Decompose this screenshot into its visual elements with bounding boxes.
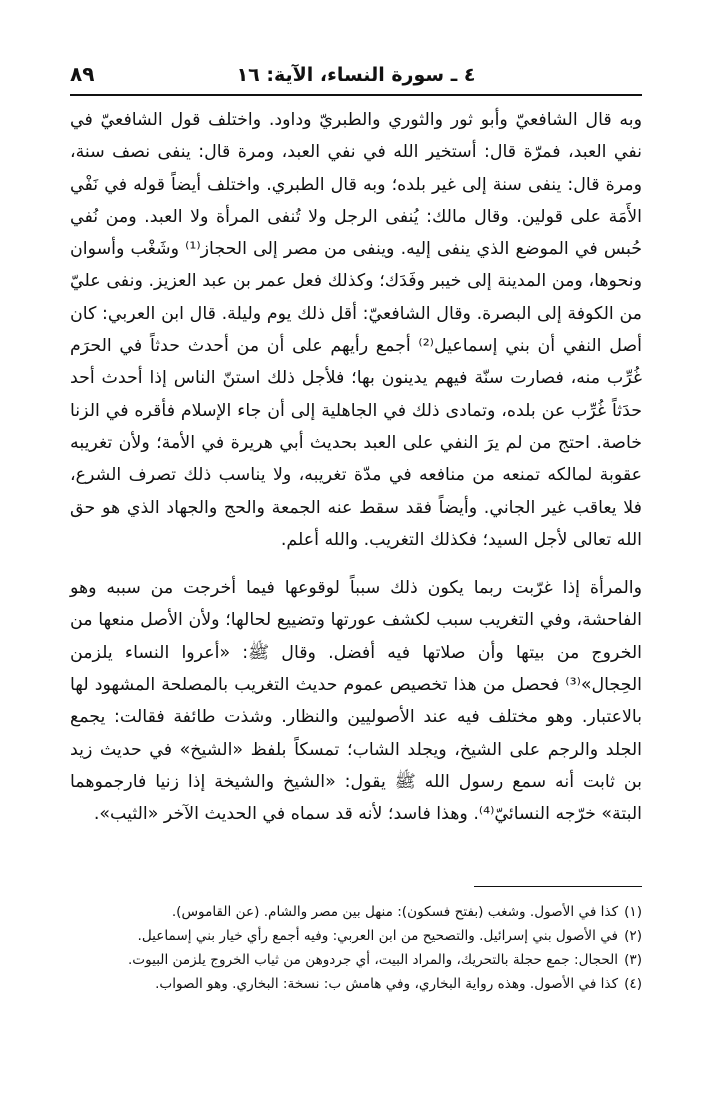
footnote-number: (١) [624,904,642,920]
footnote-number: (٣) [624,952,642,968]
header-divider [70,94,642,96]
footnote-number: (٤) [624,976,642,992]
page-number: ٨٩ [70,62,95,86]
footnote-number: (٢) [624,928,642,944]
footnote-4 [70,972,642,996]
footnotes-divider [474,886,642,887]
paragraph-1: وبه قال الشافعيّ وأبو ثور والثوري والطبريّ وداود. واختلف قول الشافعيّ في نفي العبد، فمرّة قال: أستخير الله في نفي العبد، ومرة قال: ينفى نصف سنة، ومرة قال: ينفى سنة إلى غير بلده؛ وبه قال الطبري. واختلف أيضاً قوله في نَفْي الأَمَة على قولين. وقال مالك: يُنفى الرجل ولا تُنفى المرأة ولا العبد. ومن نُفي حُبس في الموضع الذي ينفى إليه. وينفى من مصر إلى الحجاز⁽¹⁾ وشَغْب وأسوان ونحوها، ومن المدينة إلى خيبر وفَدَك؛ وكذلك فعل عمر بن عبد العزيز. ونفى عليّ من الكوفة إلى البصرة. وقال الشافعيّ: أقل ذلك يوم وليلة. قال ابن العربي: كان أصل النفي أن بني إسماعيل⁽²⁾ أجمع رأيهم على أن من أحدث حدثاً في الحرَم غُرِّب منه، فصارت سنّة فيهم يدينون بها؛ فلأجل ذلك استنّ الناس إذا أحدث أحد حدَثاً غُرِّب عن بلده، وتمادى ذلك في الجاهلية إلى أن جاء الإسلام فأقره في الزنا خاصة. احتج من لم يرَ النفي على العبد بحديث أبي هريرة في الأمة؛ ولأن تغريبه عقوبة لمالكه تمنعه من منافعه في مدّة تغريبه، ولا يناسب ذلك تصرف الشرع، فلا يعاقب غير الجاني. وأيضاً فقد سقط عنه الجمعة والحج والجهاد الذي هو حق الله تعالى لأجل السيد؛ فكذلك التغريب. والله أعلم. [70,110,642,550]
running-header [70,60,642,90]
footnote-text: كذا في الأصول. وهذه رواية البخاري، وفي هامش ب: نسخة: البخاري. وهو الصواب. [155,976,619,992]
footnote-3 [70,948,642,972]
footnotes [70,900,642,996]
paragraph-2: والمرأة إذا غرّبت ربما يكون ذلك سبباً لوقوعها فيما أخرجت من سببه وهو الفاحشة، وفي التغريب سبب لكشف عورتها وتضييع لحالها؛ ولأن الأصل منعها من الخروج من بيتها وأن صلاتها فيه أفضل. وقال ﷺ: «أعروا النساء يلزمن الحِجال»⁽³⁾ فحصل من هذا تخصيص عموم حديث التغريب بالمصلحة المشهود لها بالاعتبار. وهو مختلف فيه عند الأصوليين والنظار. وشذت طائفة فقالت: يجمع الجلد والرجم على الشيخ، ويجلد الشاب؛ تمسكاً بلفظ «الشيخ» في حديث زيد بن ثابت أنه سمع رسول الله ﷺ يقول: «الشيخ والشيخة إذا زنيا فارجموهما البتة» خرّجه النسائيّ⁽⁴⁾. وهذا فاسد؛ لأنه قد سماه في الحديث الآخر «الثيب». [70,578,642,825]
footnote-text: كذا في الأصول. وشغب (بفتح فسكون): منهل بين مصر والشام. (عن القاموس). [171,904,619,920]
surah-verse-title: ٤ ـ سورة النساء، الآية: ١٦ [236,64,476,86]
footnote-2 [70,924,642,948]
footnote-1 [70,900,642,924]
main-text [70,104,642,831]
footnote-text: الحجال: جمع حجلة بالتحريك، والمراد البيت، أي جردوهن من ثياب الخروج يلزمن البيوت. [127,952,619,968]
footnote-text: في الأصول بني إسرائيل. والتصحيح من ابن العربي: وفيه أجمع رأي خيار بني إسماعيل. [137,928,619,944]
